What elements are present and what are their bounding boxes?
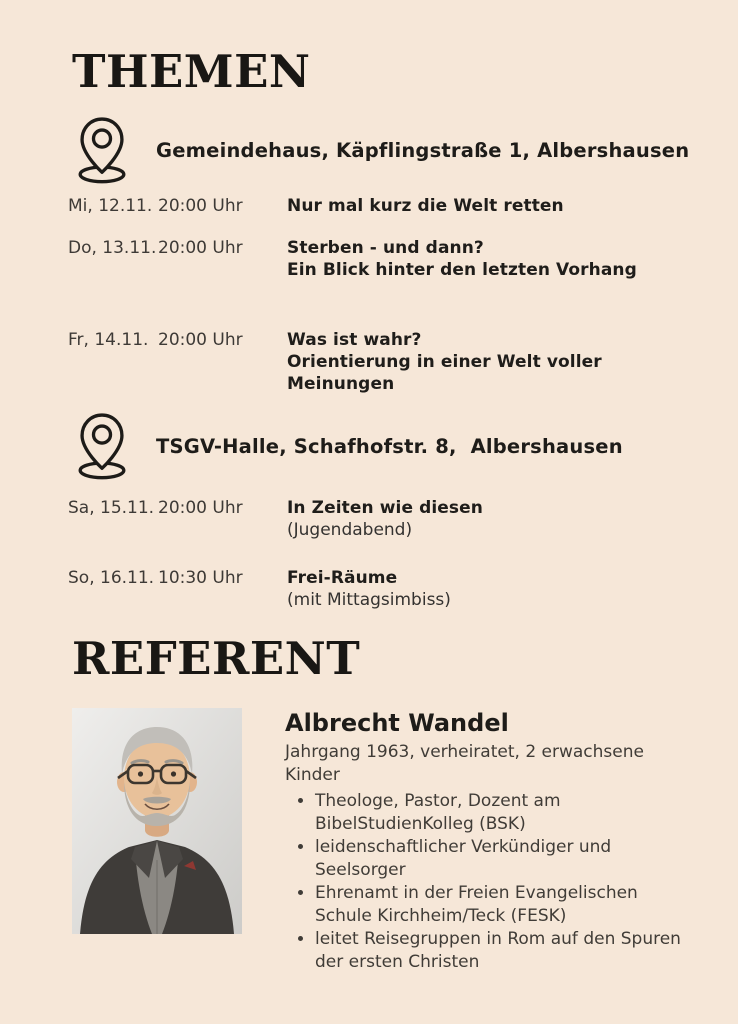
- event-title-block: [287, 497, 738, 541]
- event-time: 20:00 Uhr: [158, 238, 243, 258]
- event-title-block: [287, 237, 738, 281]
- referent-heading: REFERENT: [72, 632, 361, 685]
- themen-heading: THEMEN: [72, 45, 311, 98]
- event-time: 20:00 Uhr: [158, 196, 243, 216]
- event-row: [68, 497, 738, 541]
- event-row: [68, 195, 738, 217]
- event-title: Nur mal kurz die Welt retten: [287, 196, 564, 216]
- event-datetime: [68, 329, 287, 395]
- event-title-block: [287, 195, 738, 217]
- venue-name: Gemeindehaus, Käpflingstraße 1, Albershausen: [156, 138, 690, 162]
- event-date: Mi, 12.11.: [68, 196, 153, 216]
- event-title: Frei-Räume: [287, 568, 398, 588]
- speaker-bio: [285, 708, 687, 974]
- event-row: [68, 329, 738, 395]
- speaker-bullet: • leitet Reisegruppen in Rom auf den Spuren der ersten Christen: [315, 928, 687, 974]
- event-date: So, 16.11.: [68, 568, 155, 588]
- event-datetime: [68, 567, 287, 611]
- speaker-bullet: • Ehrenamt in der Freien Evangelischen Schule Kirchheim/Teck (FESK): [315, 882, 687, 928]
- venue-row-tsgv-halle: [75, 409, 738, 483]
- speaker-details: Jahrgang 1963, verheiratet, 2 erwachsene Kinder: [285, 742, 644, 785]
- event-note: (Jugendabend): [287, 520, 413, 540]
- speaker-bullet-list: [285, 790, 687, 974]
- venue-row-gemeindehaus: [75, 113, 738, 187]
- event-datetime: [68, 237, 287, 281]
- event-time: 10:30 Uhr: [158, 568, 243, 588]
- speaker-bullet: • leidenschaftlicher Verkündiger und Seelsorger: [315, 836, 687, 882]
- speaker-bullet: • Theologe, Pastor, Dozent am BibelStudienKolleg (BSK): [315, 790, 687, 836]
- event-title-line2: Orientierung in einer Welt voller: [287, 352, 602, 372]
- event-title: Was ist wahr?: [287, 330, 422, 350]
- event-title-line2: Ein Blick hinter den letzten Vorhang: [287, 260, 637, 280]
- event-date: Sa, 15.11.: [68, 498, 155, 518]
- event-date: Fr, 14.11.: [68, 330, 149, 350]
- event-title: Sterben - und dann?: [287, 238, 484, 258]
- speaker-section: [72, 708, 738, 974]
- event-title-block: [287, 567, 738, 611]
- location-pin-icon: [75, 411, 129, 481]
- location-pin-icon: [75, 115, 129, 185]
- event-title: In Zeiten wie diesen: [287, 498, 483, 518]
- event-datetime: [68, 497, 287, 541]
- event-note: (mit Mittagsimbiss): [287, 590, 451, 610]
- event-title-line3: Meinungen: [287, 374, 395, 394]
- speaker-portrait-photo: [72, 708, 242, 934]
- speaker-name: Albrecht Wandel: [285, 709, 509, 737]
- event-time: 20:00 Uhr: [158, 330, 243, 350]
- event-time: 20:00 Uhr: [158, 498, 243, 518]
- event-date: Do, 13.11.: [68, 238, 157, 258]
- event-row: [68, 237, 738, 281]
- event-row: [68, 567, 738, 611]
- event-title-block: [287, 329, 738, 395]
- venue-name: TSGV-Halle, Schafhofstr. 8, Albershausen: [156, 434, 623, 458]
- event-datetime: [68, 195, 287, 217]
